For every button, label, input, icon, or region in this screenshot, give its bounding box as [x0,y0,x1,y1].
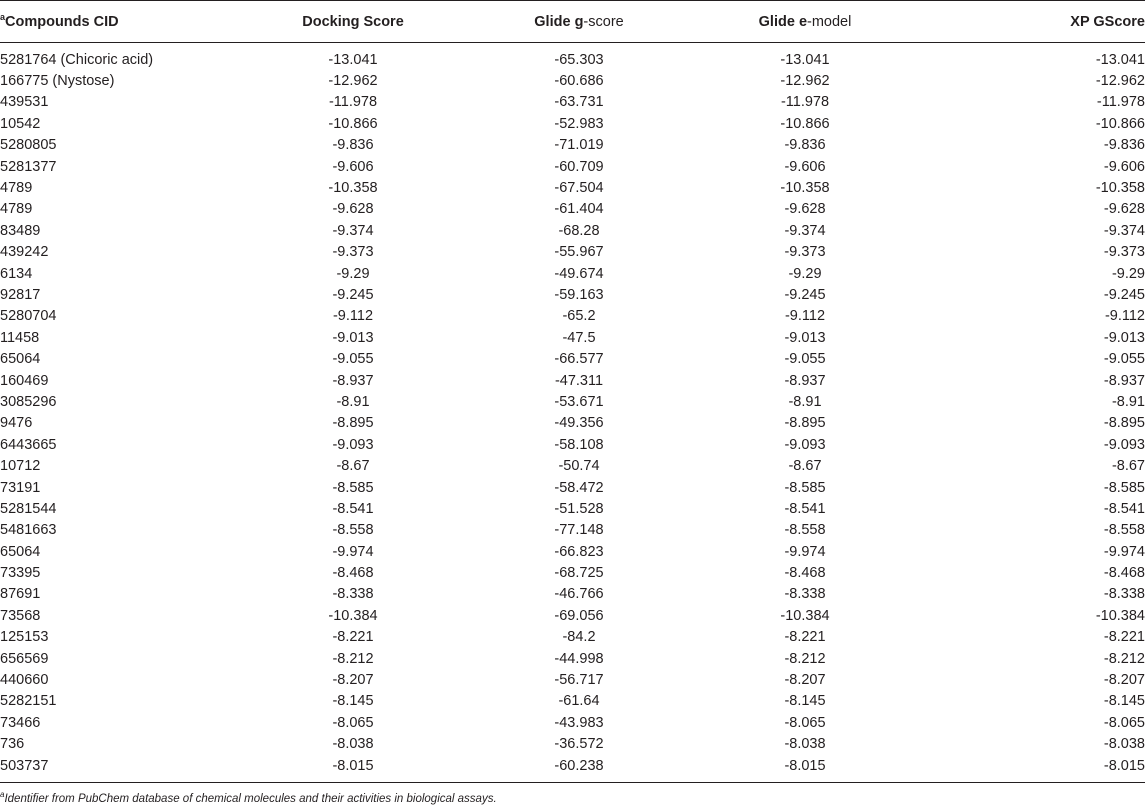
glide-e-model-cell: -9.112 [784,308,826,325]
docking-score-cell: -8.468 [332,565,374,582]
docking-score-cell: -8.895 [332,415,374,432]
glide-g-score-cell: -36.572 [554,736,604,753]
footnote-text: Identifier from PubChem database of chemical molecules and their activities in biological assays. [4,793,497,805]
glide-e-model-cell: -9.29 [788,265,822,282]
docking-score-cell: -9.013 [332,329,374,346]
compound-cid-cell: 92817 [0,286,41,303]
xp-gscore-cell: -9.836 [1103,137,1145,154]
xp-gscore-cell: -8.468 [1103,565,1145,582]
glide-e-model-cell: -13.041 [780,51,830,68]
compound-cid-cell: 5481663 [0,522,57,539]
xp-gscore-cell: -9.628 [1103,201,1145,218]
docking-score-cell: -10.866 [328,115,378,132]
header-row [0,1,1145,43]
glide-e-model-cell: -8.038 [784,736,826,753]
docking-score-cell: -8.038 [332,736,374,753]
glide-g-score-cell: -69.056 [554,607,604,624]
table-row [0,648,1145,669]
table-row [0,477,1145,498]
docking-score-cell: -8.065 [332,714,374,731]
xp-gscore-cell: -8.207 [1103,672,1145,689]
glide-e-model-cell: -9.093 [784,436,826,453]
glide-g-score-cell: -66.823 [554,543,604,560]
table-row [0,734,1145,755]
table-row [0,156,1145,177]
header-glide-g-score-part3: -score [583,13,624,30]
compound-cid-cell: 503737 [0,755,240,783]
glide-e-model-cell: -8.585 [784,479,826,496]
docking-score-cell: -10.358 [328,180,378,197]
table-row [0,370,1145,391]
glide-e-model-cell: -9.013 [784,329,826,346]
glide-g-score-cell: -60.709 [554,158,604,175]
table-row [0,327,1145,348]
glide-g-score-cell: -68.725 [554,565,604,582]
compound-cid-cell: 73466 [0,714,41,731]
xp-gscore-cell: -9.373 [1103,244,1145,261]
compound-cid-cell: 160469 [0,372,49,389]
table-row [0,70,1145,91]
glide-e-model-cell: -9.374 [784,222,826,239]
docking-score-cell: -8.541 [332,500,374,517]
compound-cid-cell: 3085296 [0,393,57,410]
docking-score-cell: -9.373 [332,244,374,261]
xp-gscore-cell: -9.29 [1111,265,1145,282]
compound-cid-cell: 4789 [0,201,33,218]
xp-gscore-cell: -9.245 [1103,286,1145,303]
docking-score-cell: -8.67 [336,458,370,475]
table-row [0,284,1145,305]
header-glide-g-score-part2: g [574,13,584,30]
glide-e-model-cell: -9.245 [784,286,826,303]
glide-g-score-cell: -47.5 [562,329,596,346]
docking-score-cell: -9.29 [336,265,370,282]
compound-cid-cell: 125153 [0,629,49,646]
table-row [0,627,1145,648]
glide-g-score-cell: -61.404 [554,201,604,218]
glide-e-model-cell: -10.384 [780,607,830,624]
table-row [0,177,1145,198]
glide-e-model-cell: -8.212 [784,650,826,667]
glide-g-score-cell: -56.717 [554,672,604,689]
header-glide-e-model [692,1,918,43]
docking-score-cell: -8.91 [336,393,370,410]
glide-g-score-cell: -67.504 [554,180,604,197]
table-row [0,220,1145,241]
glide-g-score-cell: -50.74 [558,458,600,475]
glide-e-model-cell: -8.015 [692,755,918,783]
header-glide-e-model-part3: -model [807,13,852,30]
glide-g-score-cell: -60.686 [554,73,604,90]
glide-e-model-cell: -8.468 [784,565,826,582]
glide-g-score-cell: -47.311 [554,372,604,389]
glide-g-score-cell: -66.577 [554,351,604,368]
header-xp-gscore: XP GScore [918,1,1145,43]
glide-e-model-cell: -9.606 [784,158,826,175]
xp-gscore-cell: -10.866 [1095,115,1145,132]
compound-cid-cell: 5281764 (Chicoric acid) [0,51,154,68]
compound-cid-cell: 166775 (Nystose) [0,73,115,90]
glide-g-score-cell: -65.303 [554,51,604,68]
glide-e-model-cell: -10.866 [780,115,830,132]
compound-cid-cell: 73191 [0,479,41,496]
docking-score-cell: -9.836 [332,137,374,154]
table-row [0,541,1145,562]
table-row [0,434,1145,455]
header-compounds-cid [0,1,240,43]
glide-g-score-cell: -61.64 [558,693,600,710]
docking-score-cell: -9.112 [332,308,374,325]
compound-cid-cell: 11458 [0,329,40,346]
xp-gscore-cell: -9.055 [1103,351,1145,368]
glide-g-score-cell: -49.674 [554,265,604,282]
docking-score-cell: -11.978 [328,94,378,111]
docking-score-cell: -8.212 [332,650,374,667]
header-footnote-mark: a [0,11,6,22]
docking-score-cell: -8.338 [332,586,374,603]
compound-cid-cell: 440660 [0,672,49,689]
xp-gscore-cell: -12.962 [1095,73,1145,90]
header-docking-score: Docking Score [240,1,466,43]
xp-gscore-cell: -11.978 [1096,94,1145,111]
xp-gscore-cell: -9.606 [1103,158,1145,175]
compound-cid-cell: 5280704 [0,308,57,325]
table-row [0,584,1145,605]
xp-gscore-cell: -8.895 [1103,415,1145,432]
docking-score-cell: -8.585 [332,479,374,496]
table-row [0,199,1145,220]
compound-cid-cell: 73568 [0,607,41,624]
table-row [0,691,1145,712]
glide-e-model-cell: -9.836 [784,137,826,154]
glide-g-score-cell: -51.528 [554,500,604,517]
compound-cid-cell: 5281544 [0,500,57,517]
table-row [0,455,1145,476]
docking-score-cell: -8.145 [332,693,374,710]
xp-gscore-cell: -8.541 [1103,500,1145,517]
xp-gscore-cell: -9.374 [1103,222,1145,239]
xp-gscore-cell: -9.013 [1103,329,1145,346]
compound-cid-cell: 656569 [0,650,49,667]
table-row [0,562,1145,583]
header-compounds-cid-label: Compounds CID [5,13,119,30]
glide-g-score-cell: -58.472 [554,479,604,496]
glide-e-model-cell: -9.055 [784,351,826,368]
docking-score-cell: -9.628 [332,201,374,218]
footnote-mark: a [0,790,5,800]
glide-g-score-cell: -84.2 [562,629,596,646]
docking-score-cell: -9.055 [332,351,374,368]
xp-gscore-cell: -8.338 [1103,586,1145,603]
docking-score-cell: -9.374 [332,222,374,239]
header-glide-g-score-part1: Glide [534,13,575,30]
header-glide-e-model-part1: Glide [758,13,799,30]
docking-score-cell: -9.245 [332,286,374,303]
table-row [0,413,1145,434]
xp-gscore-cell: -8.145 [1103,693,1145,710]
glide-g-score-cell: -55.967 [554,244,604,261]
glide-e-model-cell: -8.338 [784,586,826,603]
xp-gscore-cell: -8.038 [1103,736,1145,753]
table-row [0,605,1145,626]
compound-cid-cell: 87691 [0,586,41,603]
compound-cid-cell: 6134 [0,265,33,282]
compound-cid-cell: 5281377 [0,158,57,175]
glide-e-model-cell: -8.145 [784,693,826,710]
docking-score-cell: -12.962 [328,73,378,90]
table-body [0,43,1145,783]
table-row [0,92,1145,113]
glide-g-score-cell: -52.983 [554,115,604,132]
glide-e-model-cell: -9.373 [784,244,826,261]
docking-score-cell: -10.384 [328,607,378,624]
glide-e-model-cell: -9.628 [784,201,826,218]
glide-e-model-cell: -8.541 [784,500,826,517]
table-row [0,669,1145,690]
compound-cid-cell: 4789 [0,180,33,197]
glide-e-model-cell: -12.962 [780,73,830,90]
glide-g-score-cell: -77.148 [554,522,604,539]
glide-e-model-cell: -11.978 [780,94,830,111]
xp-gscore-cell: -8.937 [1103,372,1145,389]
table-row [0,391,1145,412]
compound-cid-cell: 65064 [0,351,41,368]
xp-gscore-cell: -8.585 [1103,479,1145,496]
table-row [0,498,1145,519]
table-row [0,113,1145,134]
glide-e-model-cell: -8.221 [784,629,826,646]
xp-gscore-cell: -8.558 [1103,522,1145,539]
glide-e-model-cell: -10.358 [780,180,830,197]
glide-e-model-cell: -9.974 [784,543,826,560]
xp-gscore-cell: -10.384 [1095,607,1145,624]
compound-cid-cell: 10542 [0,115,41,132]
glide-g-score-cell: -71.019 [554,137,604,154]
docking-score-cell: -8.558 [332,522,374,539]
compound-cid-cell: 736 [0,736,25,753]
docking-score-cell: -8.207 [332,672,374,689]
xp-gscore-cell: -8.67 [1111,458,1145,475]
compound-cid-cell: 6443665 [0,436,57,453]
glide-g-score-cell: -49.356 [554,415,604,432]
compound-cid-cell: 83489 [0,222,41,239]
compound-cid-cell: 65064 [0,543,41,560]
xp-gscore-cell: -9.112 [1104,308,1145,325]
compound-cid-cell: 5282151 [0,693,57,710]
docking-score-cell: -9.974 [332,543,374,560]
glide-g-score-cell: -58.108 [554,436,604,453]
glide-g-score-cell: -44.998 [554,650,604,667]
table-row [0,712,1145,733]
xp-gscore-cell: -9.093 [1103,436,1145,453]
glide-e-model-cell: -8.558 [784,522,826,539]
glide-g-score-cell: -65.2 [562,308,596,325]
compound-cid-cell: 439242 [0,244,49,261]
glide-g-score-cell: -60.238 [466,755,692,783]
table-row [0,263,1145,284]
glide-e-model-cell: -8.67 [788,458,822,475]
docking-score-cell: -8.221 [332,629,374,646]
glide-e-model-cell: -8.207 [784,672,826,689]
docking-score-cell: -9.093 [332,436,374,453]
xp-gscore-cell: -13.041 [1095,51,1145,68]
compound-cid-cell: 5280805 [0,137,57,154]
table-row [0,520,1145,541]
xp-gscore-cell: -8.91 [1111,393,1145,410]
glide-e-model-cell: -8.91 [788,393,822,410]
xp-gscore-cell: -10.358 [1095,180,1145,197]
docking-score-cell: -8.937 [332,372,374,389]
glide-g-score-cell: -59.163 [554,286,604,303]
docking-score-cell: -9.606 [332,158,374,175]
xp-gscore-cell: -8.015 [918,755,1145,783]
glide-g-score-cell: -68.28 [558,222,600,239]
table-footnote [0,790,497,805]
table-row [0,755,1145,783]
docking-score-cell: -8.015 [240,755,466,783]
docking-score-cell: -13.041 [328,51,378,68]
glide-e-model-cell: -8.895 [784,415,826,432]
table-row [0,242,1145,263]
glide-g-score-cell: -46.766 [554,586,604,603]
glide-g-score-cell: -53.671 [554,393,604,410]
glide-g-score-cell: -43.983 [554,714,604,731]
table-row [0,348,1145,369]
glide-g-score-cell: -63.731 [554,94,604,111]
compound-cid-cell: 9476 [0,415,33,432]
xp-gscore-cell: -8.221 [1103,629,1145,646]
header-glide-e-model-part2: e [798,13,808,30]
compound-cid-cell: 10712 [0,458,41,475]
header-glide-g-score [466,1,692,43]
xp-gscore-cell: -9.974 [1103,543,1145,560]
table-row [0,43,1145,71]
table-header [0,1,1145,43]
compound-cid-cell: 73395 [0,565,41,582]
table-row [0,135,1145,156]
xp-gscore-cell: -8.212 [1103,650,1145,667]
glide-e-model-cell: -8.937 [784,372,826,389]
compound-cid-cell: 439531 [0,94,49,111]
glide-e-model-cell: -8.065 [784,714,826,731]
xp-gscore-cell: -8.065 [1103,714,1145,731]
table-row [0,306,1145,327]
